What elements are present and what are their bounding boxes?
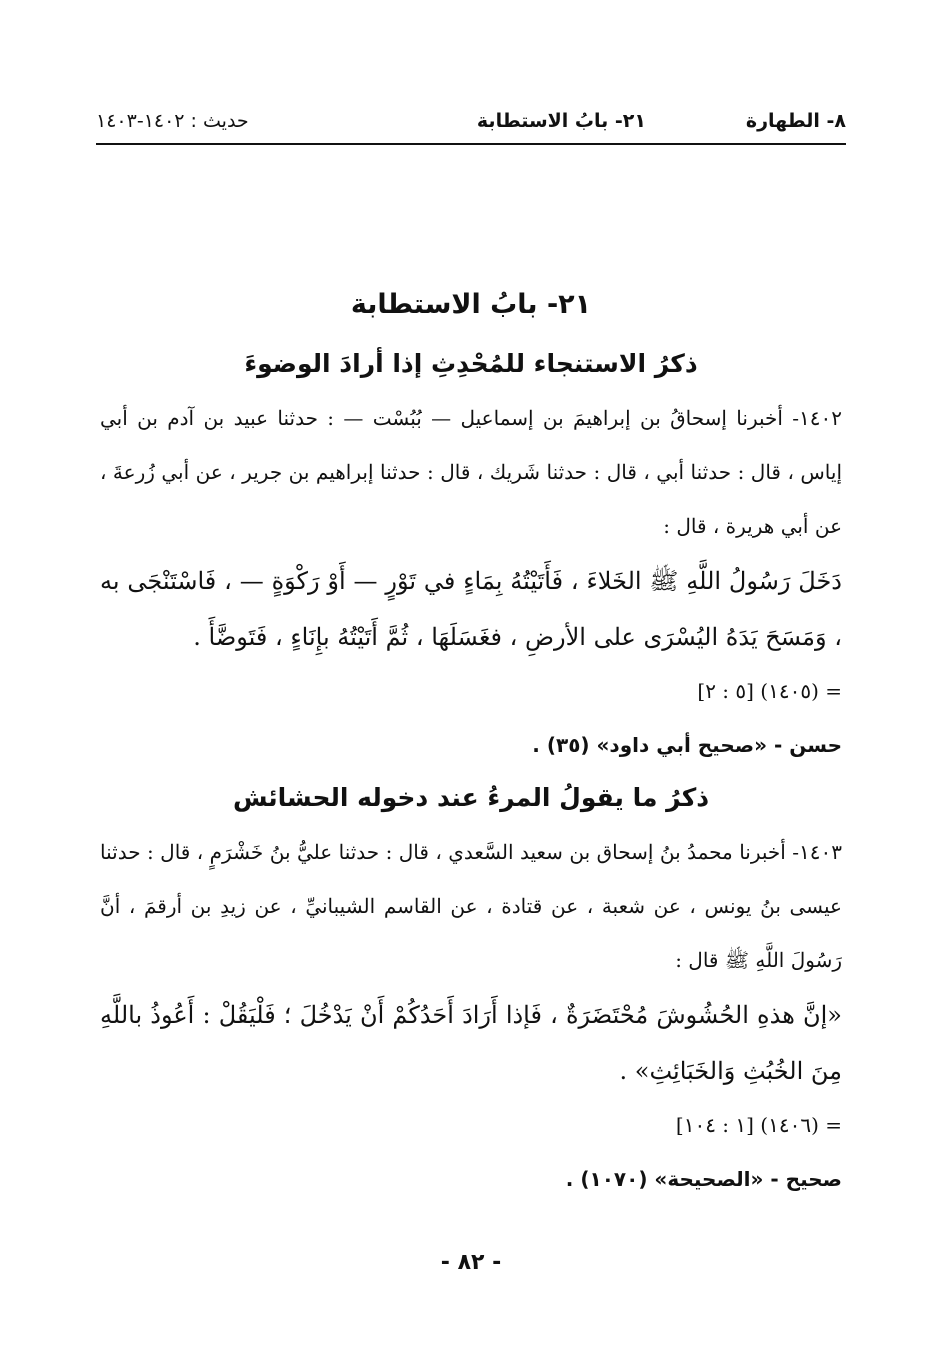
header-book-title: ٨- الطهارة <box>745 110 846 132</box>
hadith-matn: «إنَّ هذهِ الحُشُوشَ مُحْتَضَرَةٌ ، فَإذا أَرَادَ أَحَدُكُمْ أَنْ يَدْخُلَ ؛ فَلْيَقُلْ : أَعُوذُ باللَّهِ مِنَ الخُبُثِ وَالخَبَائِثِ» . <box>100 1001 842 1085</box>
hadith-grade: حسن - «صحيح أبي داود» (٣٥) . <box>532 733 842 757</box>
section-heading: ذكرُ ما يقولُ المرءُ عند دخوله الحشائش <box>232 783 710 812</box>
section-1402 <box>100 343 842 773</box>
chapter-title: ٢١- بابُ الاستطابة <box>350 289 592 320</box>
header-hadith-range: حديث : ١٤٠٢-١٤٠٣ <box>96 110 249 132</box>
section-1403 <box>100 777 842 1207</box>
header-rule <box>96 143 846 145</box>
cross-reference: = (١٤٠٥) [٥ : ٢] <box>697 679 842 703</box>
page-body <box>100 285 842 1211</box>
page-number: - ٨٢ - <box>440 1250 502 1275</box>
hadith-matn: دَخَلَ رَسُولُ اللَّهِ ﷺ الخَلاءَ ، فَأَتَيْتُهُ بِمَاءٍ في تَوْرٍ — أَوْ رَكْوَةٍ — ، فَاسْتَنْجَى به ، وَمَسَحَ يَدَهُ اليُسْرَى على الأرضِ ، فغَسَلَهَا ، ثُمَّ أَتَيْتُهُ بإِنَاءٍ ، فَتَوضَّأَ . <box>100 567 842 651</box>
header-chapter-title: ٢١- بابُ الاستطابة <box>476 110 646 132</box>
hadith-isnad: ١٤٠٣- أخبرنا محمدُ بنُ إسحاق بن سعيد السَّعدي ، قال : حدثنا عليُّ بنُ خَشْرَمٍ ، قال : حدثنا عيسى بنُ يونس ، عن شعبة ، عن قتادة ، عن القاسم الشيبانيِّ ، عن زيدِ بن أرقمَ ، أنَّ رَسُولَ اللَّهِ ﷺ قال : <box>100 840 842 972</box>
cross-reference: = (١٤٠٦) [١ : ١٠٤] <box>675 1113 842 1137</box>
hadith-grade: صحيح - «الصحيحة» (١٠٧٠) . <box>565 1167 842 1191</box>
hadith-isnad: ١٤٠٢- أخبرنا إسحاقُ بن إبراهيمَ بن إسماعيل — بُبُسْت — : حدثنا عبيد بن آدم بن أبي إياس ، قال : حدثنا أبي ، قال : حدثنا شَريك ، قال : حدثنا إبراهيم بن جرير ، عن أبي زُرعةَ ، عن أبي هريرة ، قال : <box>100 406 842 538</box>
section-heading: ذكرُ الاستنجاء للمُحْدِثِ إذا أرادَ الوضوءَ <box>244 349 698 378</box>
running-header <box>96 104 846 144</box>
